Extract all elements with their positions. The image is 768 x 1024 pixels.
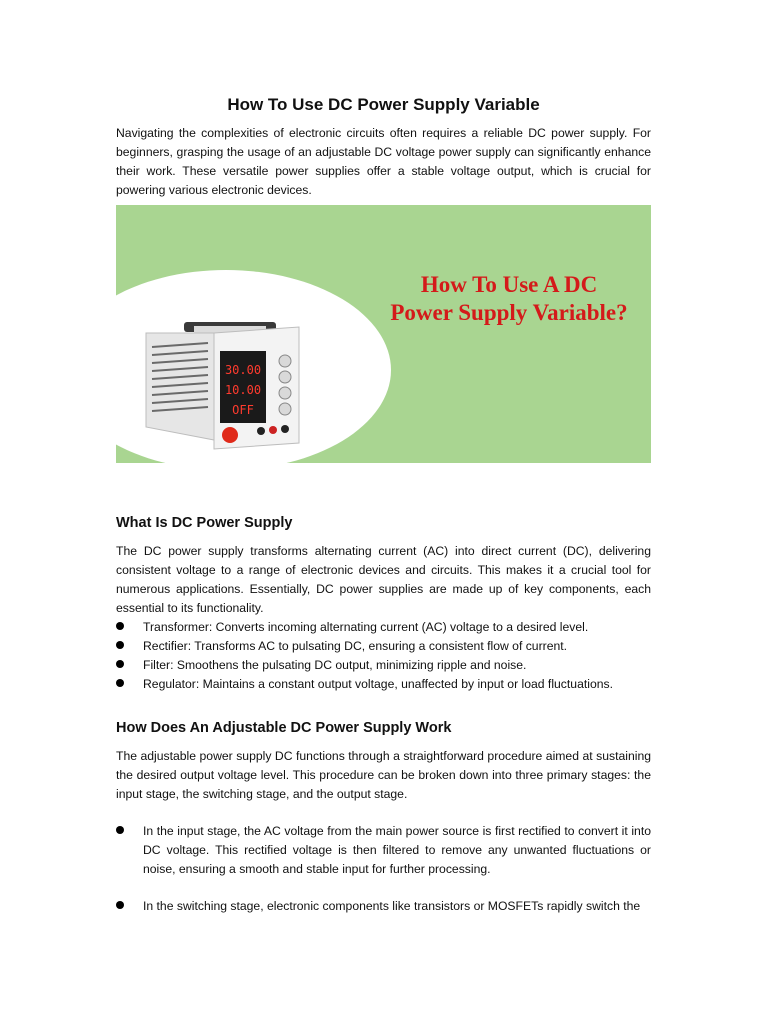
list-item: In the input stage, the AC voltage from the main power source is first rectified to convert it into DC voltage. This rectified voltage is then filtered to remove any unwanted fluctuations or noise, ensuring a smooth and stable input for further processing. <box>116 822 651 879</box>
bullet-icon <box>116 826 124 834</box>
intro-paragraph: Navigating the complexities of electronic circuits often requires a reliable DC power supply. For beginners, grasping the usage of an adjustable DC voltage power supply can significantly enhance their work. These versatile power supplies offer a stable voltage output, which is crucial for powering various electronic devices. <box>116 126 651 197</box>
document-page <box>116 92 651 916</box>
list-item: Rectifier: Transforms AC to pulsating DC, ensuring a consistent flow of current. <box>116 637 651 656</box>
section-heading: What Is DC Power Supply <box>116 515 293 531</box>
stage-list <box>116 822 651 916</box>
bullet-icon <box>116 679 124 687</box>
banner-title-line1: How To Use A DC <box>420 272 598 297</box>
section-paragraph: The DC power supply transforms alternating current (AC) into direct current (DC), delivering consistent voltage to a range of electronic devices and circuits. This makes it a crucial tool for numerous applications. Essentially, DC power supplies are made up of key components, each essential to its functionality. <box>116 544 651 615</box>
list-item: In the switching stage, electronic components like transistors or MOSFETs rapidly switch the <box>116 897 651 916</box>
section-what-is <box>116 513 651 694</box>
list-item: Transformer: Converts incoming alternating current (AC) voltage to a desired level. <box>116 618 651 637</box>
banner-title-line2: Power Supply Variable? <box>390 300 628 325</box>
list-item: Filter: Smoothens the pulsating DC output, minimizing ripple and noise. <box>116 656 651 675</box>
banner-image <box>116 205 651 463</box>
section-heading: How Does An Adjustable DC Power Supply Work <box>116 720 452 736</box>
list-item: Regulator: Maintains a constant output voltage, unaffected by input or load fluctuations. <box>116 675 651 694</box>
banner-title <box>378 271 640 327</box>
bullet-icon <box>116 901 124 909</box>
section-how-works <box>116 718 651 916</box>
power-supply-illustration <box>146 322 299 449</box>
svg-text:30.00: 30.00 <box>224 363 262 377</box>
bullet-icon <box>116 622 124 630</box>
bullet-icon <box>116 660 124 668</box>
component-list <box>116 618 651 694</box>
svg-text:OFF: OFF <box>232 403 254 417</box>
banner-graphic <box>116 205 651 463</box>
svg-text:10.00: 10.00 <box>224 383 262 397</box>
section-paragraph: The adjustable power supply DC functions through a straightforward procedure aimed at sustaining the desired output voltage level. This procedure can be broken down into three primary stages: the input stage, the switching stage, and the output stage. <box>116 749 651 801</box>
bullet-icon <box>116 641 124 649</box>
page-title: How To Use DC Power Supply Variable <box>227 95 540 114</box>
